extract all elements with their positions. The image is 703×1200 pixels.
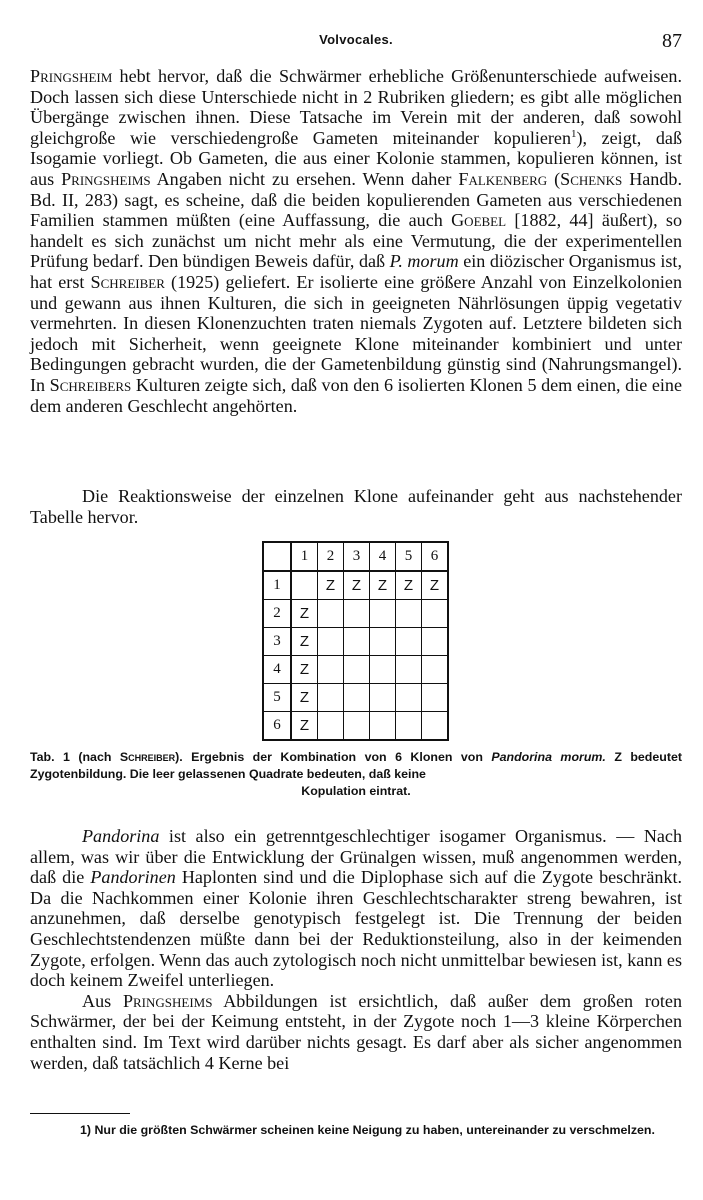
caption-text: ). Ergebnis der Kombination von 6 Klonen von	[175, 750, 492, 764]
table-cell	[422, 684, 449, 712]
table-cell	[422, 712, 449, 741]
table-cell	[396, 684, 422, 712]
text-run: Angaben nicht zu ersehen. Wenn daher	[150, 168, 459, 189]
table-cell	[344, 712, 370, 741]
author-name: Goebel	[451, 210, 507, 231]
column-header: 1	[291, 542, 318, 571]
table-cell: Z	[344, 571, 370, 600]
table-cell	[318, 628, 344, 656]
table-row	[263, 628, 448, 656]
table-cell	[370, 712, 396, 741]
table-cell	[318, 712, 344, 741]
table-cell: Z	[318, 571, 344, 600]
table-caption	[30, 749, 682, 800]
footnote-rule	[30, 1113, 130, 1114]
text-run: Haplonten sind und die Diplophase sich auf die Zygote beschränkt. Da die Nachkommen einer Kolonie ihren Geschlechtscharakter streng bewahren, ist anzunehmen, daß derselbe genotypisch festgelegt ist. Die Trennung der beiden Geschlechtstendenzen müßte dann bei der Reduktionsteilung, also in der keimenden Zygote, erfolgen. Wenn das auch zytologisch noch nicht unmittelbar bewiesen ist, kann es doch keinem Zweifel unterliegen.	[30, 867, 682, 991]
table-cell	[396, 628, 422, 656]
table-cell	[318, 684, 344, 712]
body-paragraph-3	[30, 826, 682, 1073]
column-header: 3	[344, 542, 370, 571]
footnote-marker: 1	[571, 127, 577, 140]
row-header: 3	[263, 628, 291, 656]
table-cell: Z	[396, 571, 422, 600]
body-paragraph-4	[30, 991, 682, 1073]
table-header-row	[263, 542, 448, 571]
table-cell: Z	[291, 600, 318, 628]
table-cell	[396, 600, 422, 628]
table-row	[263, 571, 448, 600]
column-header: 5	[396, 542, 422, 571]
caption-text: Tab. 1 (nach	[30, 750, 120, 764]
page-header	[30, 30, 682, 54]
text-run: (	[547, 168, 561, 189]
row-header: 2	[263, 600, 291, 628]
genus-name: Pandorina	[82, 826, 160, 846]
text-run: ein diözischer Organismus ist, hat erst	[30, 251, 682, 292]
table-cell	[396, 712, 422, 741]
table-cell	[344, 656, 370, 684]
table-cell	[422, 656, 449, 684]
table-row	[263, 712, 448, 741]
table-cell	[344, 600, 370, 628]
table-cell	[396, 656, 422, 684]
author-name: Falkenberg	[458, 168, 548, 189]
table-cell	[370, 656, 396, 684]
text-run: ist also ein getrenntgeschlechtiger isogamer Organismus. — Nach allem, was wir über die Entwicklung der Grünalgen wissen, muß angenommen werden, daß die	[30, 826, 682, 888]
table-cell: Z	[422, 571, 449, 600]
author-name: Schenks	[560, 168, 623, 189]
row-header: 1	[263, 571, 291, 600]
caption-line-2: Kopulation eintrat.	[301, 784, 411, 798]
text-run: Handb. Bd. II, 283) sagt, es scheine, daß die beiden kopulierenden Gameten aus verschiedenen Familien stammen müßten (eine Auffassung, die auch	[30, 168, 682, 231]
table-corner-cell	[263, 542, 291, 571]
table-row	[263, 684, 448, 712]
table-cell	[422, 600, 449, 628]
footnote	[30, 1122, 682, 1139]
table-cell	[370, 684, 396, 712]
row-header: 4	[263, 656, 291, 684]
row-header: 6	[263, 712, 291, 741]
author-name: Pringsheims	[122, 990, 213, 1011]
text-run: Abbildungen ist ersichtlich, daß außer dem großen roten Schwärmer, der bei der Keimung entsteht, in der Zygote noch 1—3 kleine Körperchen enthalten sind. Im Text wird darüber nichts gesagt. Es darf aber als sicher angenommen werden, daß tatsächlich 4 Kerne bei	[30, 990, 682, 1073]
table-row	[263, 600, 448, 628]
body-paragraph-2	[30, 486, 682, 527]
table-cell	[291, 571, 318, 600]
text-run: (1925) geliefert. Er isolierte eine größere Anzahl von Einzelkolonien und gewann aus ihnen Kulturen, die sich in geeigneten Nährlösungen üppig vegetativ vermehrten. In diesen Klonenzuchten traten niemals Zygoten auf. Letztere bildeten sich jedoch mit Sicherheit, wenn geeignete Klone miteinander kombiniert und unter Bedingungen gebracht wurden, die der Gametenbildung günstig sind (Nahrungsmangel). In	[30, 271, 683, 395]
genus-name: Pandorinen	[90, 867, 176, 888]
table-cell	[370, 600, 396, 628]
author-name: Pringsheim	[30, 66, 113, 86]
body-paragraph-1	[30, 66, 682, 416]
paragraph-text: Die Reaktionsweise der einzelnen Klone aufeinander geht aus nachstehender Tabelle hervor.	[30, 486, 682, 527]
text-run: hebt hervor, daß die Schwärmer erhebliche Größenunterschiede aufweisen. Doch lassen sich diese Unterschiede nicht in 2 Rubriken gliedern; es gibt alle möglichen Übergänge zwischen ihnen. Diese Tatsache im Verein mit der anderen, daß sowohl gleichgroße wie verschiedengroße Gameten miteinander kopulieren	[30, 66, 682, 148]
table-cell	[344, 684, 370, 712]
text-run: Aus	[82, 990, 123, 1011]
table-row	[263, 656, 448, 684]
author-name: Schreibers	[49, 374, 132, 395]
table-cell: Z	[291, 712, 318, 741]
table-cell	[318, 600, 344, 628]
author-name: Pringsheims	[61, 168, 151, 189]
running-title: Volvocales.	[319, 32, 393, 47]
column-header: 2	[318, 542, 344, 571]
table-cell: Z	[291, 684, 318, 712]
species-name: Pandorina morum.	[491, 750, 606, 764]
combination-table	[262, 541, 449, 741]
table-cell: Z	[370, 571, 396, 600]
row-header: 5	[263, 684, 291, 712]
table-cell	[344, 628, 370, 656]
author-name: Schreiber	[90, 271, 165, 292]
page-number: 87	[662, 30, 682, 52]
column-header: 6	[422, 542, 449, 571]
table-cell	[318, 656, 344, 684]
column-header: 4	[370, 542, 396, 571]
table-cell: Z	[291, 656, 318, 684]
text-run: ), zeigt, daß Isogamie vorliegt. Ob Gameten, die aus einer Kolonie stammen, kopulieren können, ist aus	[30, 127, 682, 189]
table-cell	[422, 628, 449, 656]
table-cell	[370, 628, 396, 656]
species-name: P. morum	[389, 251, 459, 272]
table-cell: Z	[291, 628, 318, 656]
footnote-text: 1) Nur die größten Schwärmer scheinen keine Neigung zu haben, untereinander zu verschmelzen.	[80, 1123, 655, 1137]
author-name: Schreiber	[119, 750, 176, 764]
caption-text: Z bedeutet Zygotenbildung. Die leer gelassenen Quadrate bedeuten, daß keine	[30, 750, 682, 781]
text-run: Kulturen zeigte sich, daß von den 6 isolierten Klonen 5 dem einen, die eine dem anderen Geschlecht angehörten.	[30, 374, 682, 416]
text-run: [1882, 44] äußert), so handelt es sich zunächst um nicht mehr als eine Vermutung, die der experimentellen Prüfung bedarf. Den bündigen Beweis dafür, daß	[30, 210, 682, 272]
